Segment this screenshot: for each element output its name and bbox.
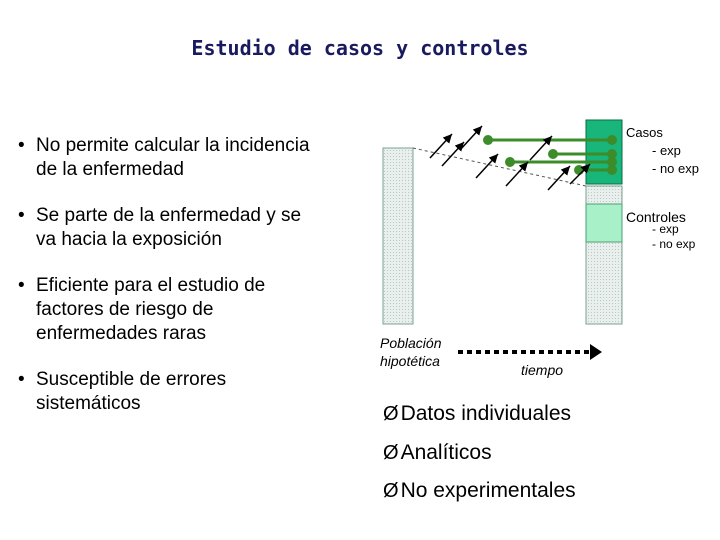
arrow-bullet-icon: Ø — [383, 402, 399, 425]
feature-item — [383, 441, 492, 465]
bullet-text: Se parte de la enfermedad y se va hacia la exposición — [36, 205, 302, 250]
controls-exp-label: - exp — [652, 222, 679, 236]
slide-title: Estudio de casos y controles — [191, 36, 529, 60]
time-label: tiempo — [521, 362, 564, 378]
arrow-bullet-icon: Ø — [383, 479, 399, 502]
cases-box — [586, 120, 622, 184]
bullet-text: Eficiente para el estudio de factores de riesgo de enfermedades raras — [36, 275, 266, 344]
controls-no-exp-label: - no exp — [652, 237, 696, 251]
cases-no-exp-label: - no exp — [652, 161, 699, 176]
population-label: Población hipotética — [380, 335, 442, 369]
feature-item — [383, 479, 576, 503]
cases-title: Casos — [626, 125, 663, 140]
controls-title: Controles — [626, 209, 686, 225]
bullet-dot-icon: • — [18, 275, 25, 296]
bullet-text: Susceptible de errores sistemáticos — [36, 369, 227, 414]
controls-box — [586, 204, 622, 242]
bullet-text: No permite calcular la incidencia de la enfermedad — [36, 135, 310, 180]
bullet-dot-icon: • — [18, 135, 25, 156]
arrow-bullet-icon: Ø — [383, 441, 399, 464]
feature-label: Analíticos — [400, 441, 492, 464]
cases-exp-label: - exp — [652, 143, 681, 158]
feature-label: Datos individuales — [400, 402, 571, 425]
time-arrow-head-icon — [590, 344, 602, 360]
feature-item — [383, 402, 571, 426]
bullet-dot-icon: • — [18, 369, 25, 390]
population-left-box — [383, 148, 413, 324]
feature-label: No experimentales — [400, 479, 576, 502]
bullet-dot-icon: • — [18, 205, 25, 226]
